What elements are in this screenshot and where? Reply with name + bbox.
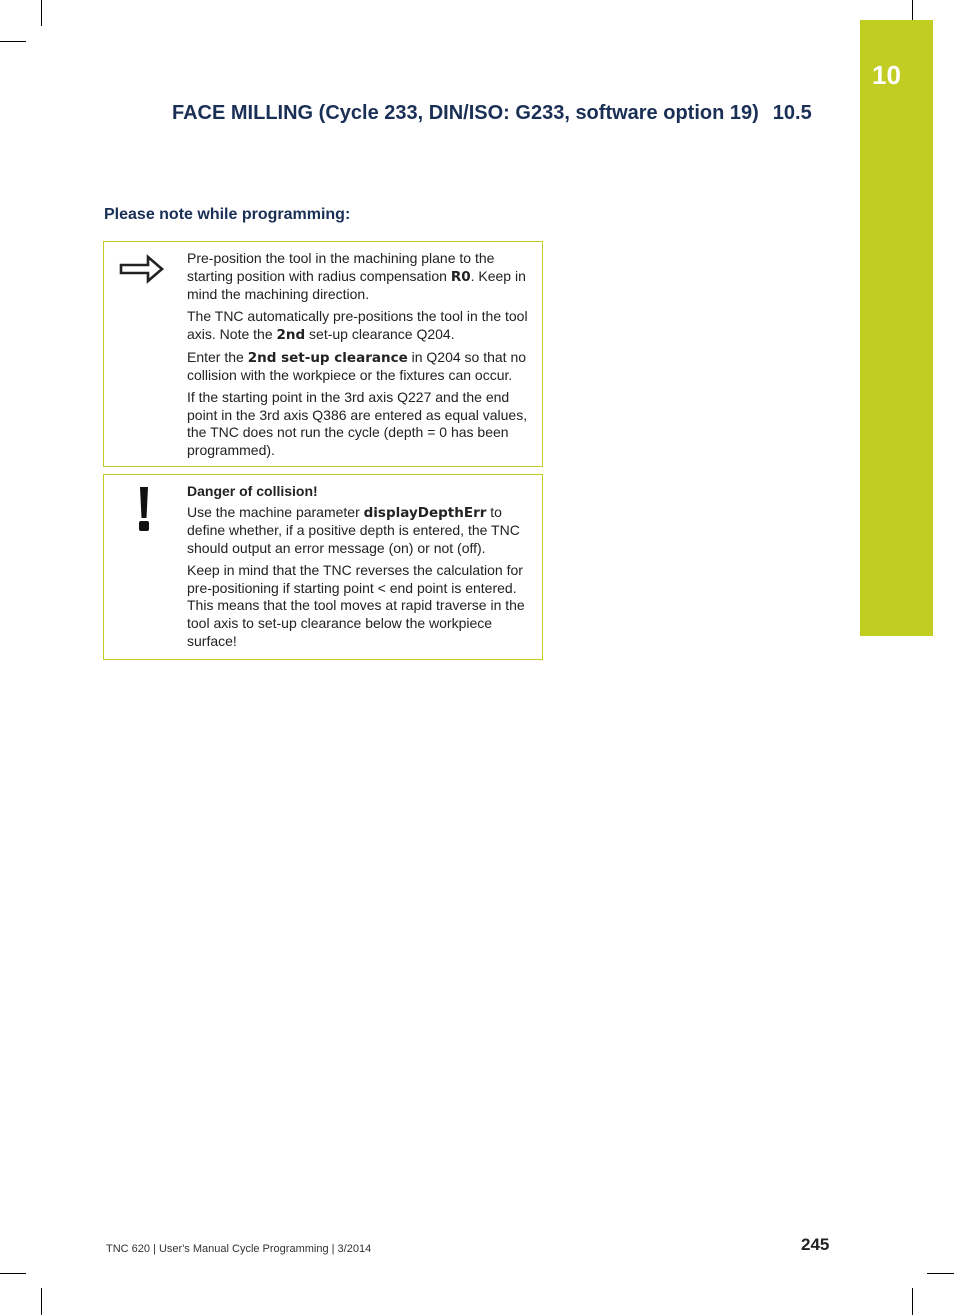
warning-heading: Danger of collision! bbox=[187, 483, 318, 499]
info-box-text bbox=[187, 250, 535, 464]
paragraph: Keep in mind that the TNC reverses the calculation for pre-positioning if starting point < end point is entered. This means that the tool moves at rapid traverse in the tool axis to set-up clearance below the workpiece surface! bbox=[187, 561, 525, 649]
header-section: 10.5 bbox=[772, 102, 812, 124]
section-heading: Please note while programming: bbox=[104, 206, 351, 223]
chapter-tab bbox=[860, 20, 933, 636]
chapter-number: 10 bbox=[872, 60, 901, 90]
paragraph: Use the machine parameter displayDepthErr to define whether, if a positive depth is entered, the TNC should output an error message (on) or not (off). bbox=[187, 503, 520, 557]
paragraph: Pre-position the tool in the machining plane to the starting position with radius compensation R0. Keep in mind the machining direction. bbox=[187, 250, 526, 303]
page-number: 245 bbox=[801, 1235, 830, 1254]
header-title: FACE MILLING (Cycle 233, DIN/ISO: G233, software option 19) bbox=[172, 102, 759, 124]
crop-mark bbox=[0, 1273, 26, 1274]
paragraph: The TNC automatically pre-positions the tool in the tool axis. Note the 2nd set-up clearance Q204. bbox=[187, 308, 528, 343]
paragraph: Enter the 2nd set-up clearance in Q204 so that no collision with the workpiece or the fixtures can occur. bbox=[187, 348, 527, 384]
warning-box bbox=[103, 474, 543, 660]
paragraph: If the starting point in the 3rd axis Q227 and the end point in the 3rd axis Q386 are entered as equal values, the TNC does not run the cycle (depth = 0 has been programmed). bbox=[187, 388, 528, 459]
footer-text: TNC 620 | User's Manual Cycle Programming | 3/2014 bbox=[106, 1243, 372, 1255]
exclamation-icon bbox=[137, 487, 153, 533]
page-header bbox=[172, 102, 812, 125]
crop-mark bbox=[41, 0, 42, 26]
info-box bbox=[103, 241, 543, 467]
crop-mark bbox=[927, 1273, 954, 1274]
crop-mark bbox=[912, 0, 913, 20]
crop-mark bbox=[41, 1288, 42, 1315]
crop-mark bbox=[912, 1288, 913, 1315]
warning-box-text bbox=[187, 483, 535, 654]
crop-mark bbox=[0, 41, 26, 42]
arrow-right-icon bbox=[119, 253, 165, 289]
